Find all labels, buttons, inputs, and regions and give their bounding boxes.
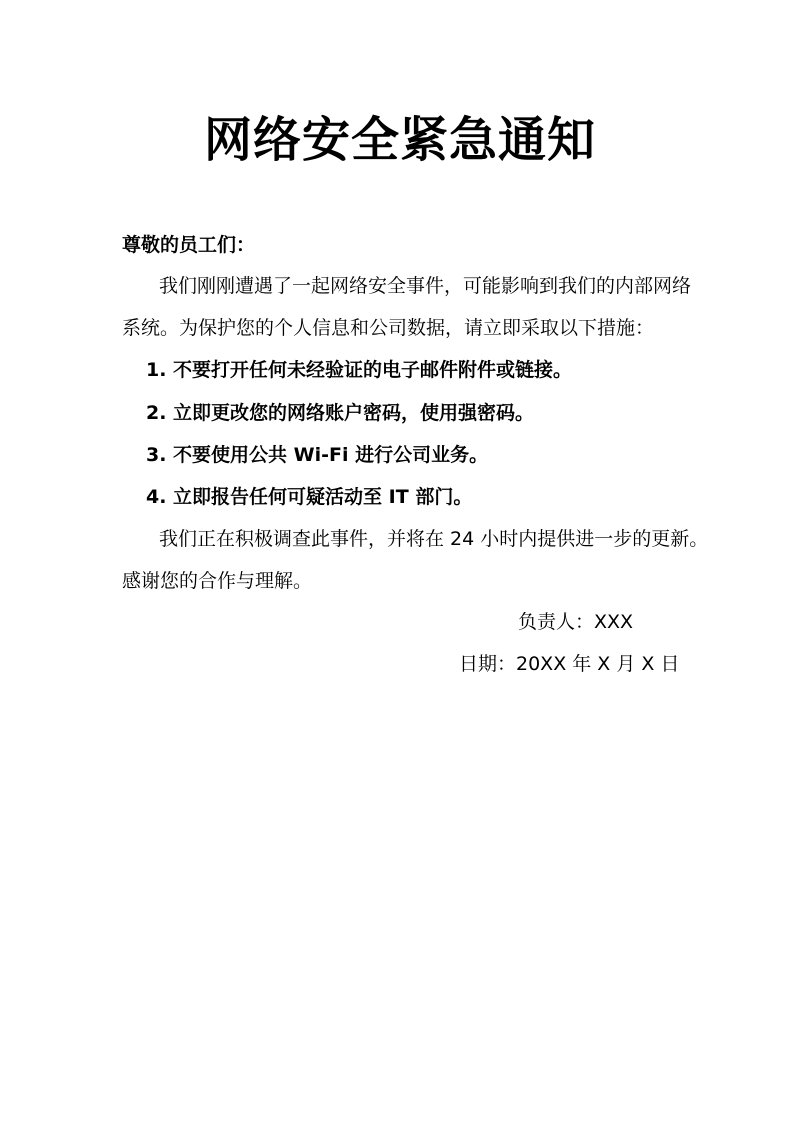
notice-title: 网络安全紧急通知 <box>203 112 596 168</box>
measure-item-4: 4. 立即报告任何可疑活动至 IT 部门。 <box>146 486 473 508</box>
measure-item-1: 1. 不要打开任何未经验证的电子邮件附件或链接。 <box>146 359 573 381</box>
intro-paragraph-line-1: 我们刚刚遭遇了一起网络安全事件，可能影响到我们的内部网络 <box>159 275 692 297</box>
salutation: 尊敬的员工们： <box>122 234 256 256</box>
responsible-person: 负责人：XXX <box>518 611 634 633</box>
measure-item-3: 3. 不要使用公共 Wi-Fi 进行公司业务。 <box>146 444 489 466</box>
closing-paragraph-line-2: 感谢您的合作与理解。 <box>122 570 313 592</box>
notice-date: 日期：20XX 年 X 月 X 日 <box>459 653 680 675</box>
closing-paragraph-line-1: 我们正在积极调查此事件，并将在 24 小时内提供进一步的更新。 <box>159 528 709 550</box>
measure-item-2: 2. 立即更改您的网络账户密码，使用强密码。 <box>146 402 535 424</box>
intro-paragraph-line-2: 系统。为保护您的个人信息和公司数据，请立即采取以下措施： <box>122 317 655 339</box>
